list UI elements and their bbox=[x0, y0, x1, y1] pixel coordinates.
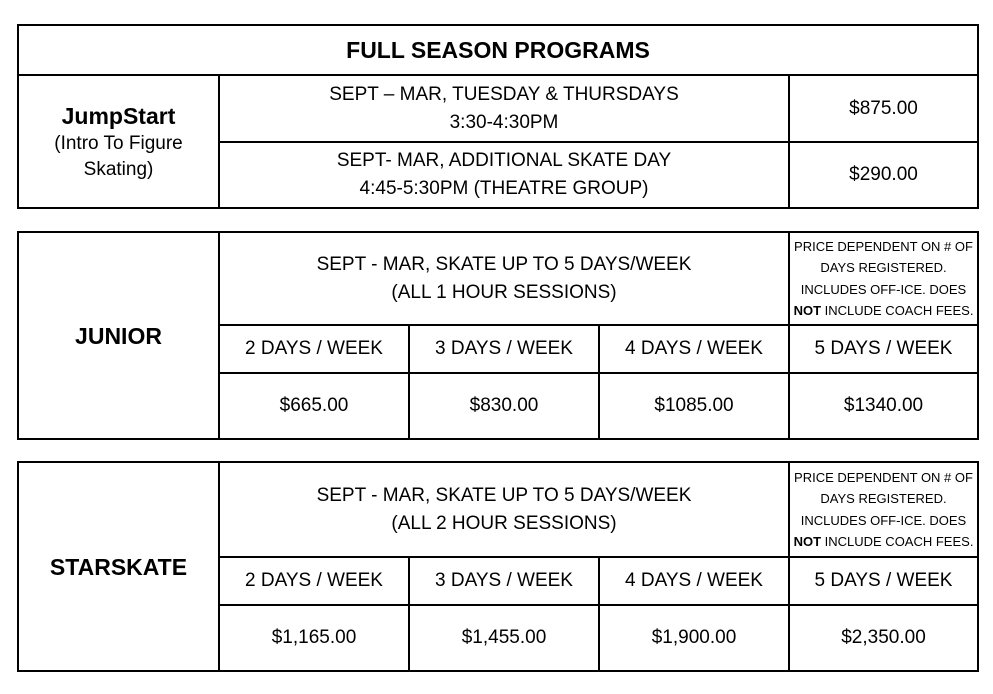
schedule-line2: 3:30-4:30PM bbox=[449, 111, 559, 133]
price-cell: $665.00 bbox=[219, 373, 409, 439]
note-emphasis: NOT bbox=[793, 534, 822, 549]
table-title: FULL SEASON PROGRAMS bbox=[18, 25, 978, 75]
schedule-line2: (ALL 2 HOUR SESSIONS) bbox=[391, 512, 617, 534]
day-header: 3 DAYS / WEEK bbox=[409, 325, 599, 373]
schedule-line1: SEPT- MAR, ADDITIONAL SKATE DAY bbox=[336, 150, 672, 171]
pricing-note bbox=[789, 462, 978, 557]
day-header: 5 DAYS / WEEK bbox=[789, 557, 978, 605]
schedule-line2: (ALL 1 HOUR SESSIONS) bbox=[391, 281, 617, 303]
note-line4 bbox=[791, 300, 976, 322]
price-cell: $1085.00 bbox=[599, 373, 789, 439]
full-season-programs-table bbox=[17, 24, 979, 209]
starskate-table bbox=[17, 461, 979, 672]
schedule-line1: SEPT - MAR, SKATE UP TO 5 DAYS/WEEK bbox=[316, 253, 692, 275]
price-cell: $1,455.00 bbox=[409, 605, 599, 671]
note-line4-rest: INCLUDE COACH FEES. bbox=[821, 303, 974, 318]
schedule-cell bbox=[219, 462, 789, 557]
day-header: 2 DAYS / WEEK bbox=[219, 325, 409, 373]
schedule-cell bbox=[219, 232, 789, 325]
note-line4-rest: INCLUDE COACH FEES. bbox=[821, 534, 974, 549]
note-line3: INCLUDES OFF-ICE. DOES bbox=[800, 281, 967, 297]
program-name: JUNIOR bbox=[18, 232, 219, 439]
pricing-note bbox=[789, 232, 978, 325]
schedule-line1: SEPT - MAR, SKATE UP TO 5 DAYS/WEEK bbox=[316, 484, 692, 506]
price-cell: $1,165.00 bbox=[219, 605, 409, 671]
price-cell: $1,900.00 bbox=[599, 605, 789, 671]
note-line1: PRICE DEPENDENT ON # OF bbox=[794, 238, 973, 254]
price-cell: $830.00 bbox=[409, 373, 599, 439]
schedule-line2: 4:45-5:30PM (THEATRE GROUP) bbox=[359, 178, 649, 199]
program-name-cell bbox=[18, 75, 219, 208]
note-line2: DAYS REGISTERED. bbox=[820, 260, 947, 275]
schedule-cell bbox=[219, 142, 789, 208]
note-line1: PRICE DEPENDENT ON # OF bbox=[794, 469, 973, 485]
price-cell: $875.00 bbox=[789, 75, 978, 142]
day-header: 3 DAYS / WEEK bbox=[409, 557, 599, 605]
note-line2: DAYS REGISTERED. bbox=[820, 491, 947, 506]
note-line3: INCLUDES OFF-ICE. DOES bbox=[800, 512, 967, 528]
program-subtitle-line2: Skating) bbox=[83, 158, 154, 180]
program-subtitle-line1: (Intro To Figure bbox=[54, 132, 183, 154]
program-name: JumpStart bbox=[61, 102, 176, 129]
day-header: 4 DAYS / WEEK bbox=[599, 325, 789, 373]
schedule-cell bbox=[219, 75, 789, 142]
price-cell: $1340.00 bbox=[789, 373, 978, 439]
day-header: 4 DAYS / WEEK bbox=[599, 557, 789, 605]
day-header: 2 DAYS / WEEK bbox=[219, 557, 409, 605]
note-line4 bbox=[791, 531, 976, 553]
note-emphasis: NOT bbox=[793, 303, 822, 318]
day-header: 5 DAYS / WEEK bbox=[789, 325, 978, 373]
price-cell: $290.00 bbox=[789, 142, 978, 208]
program-name: STARSKATE bbox=[18, 462, 219, 671]
price-cell: $2,350.00 bbox=[789, 605, 978, 671]
junior-table bbox=[17, 231, 979, 440]
schedule-line1: SEPT – MAR, TUESDAY & THURSDAYS bbox=[329, 83, 679, 105]
